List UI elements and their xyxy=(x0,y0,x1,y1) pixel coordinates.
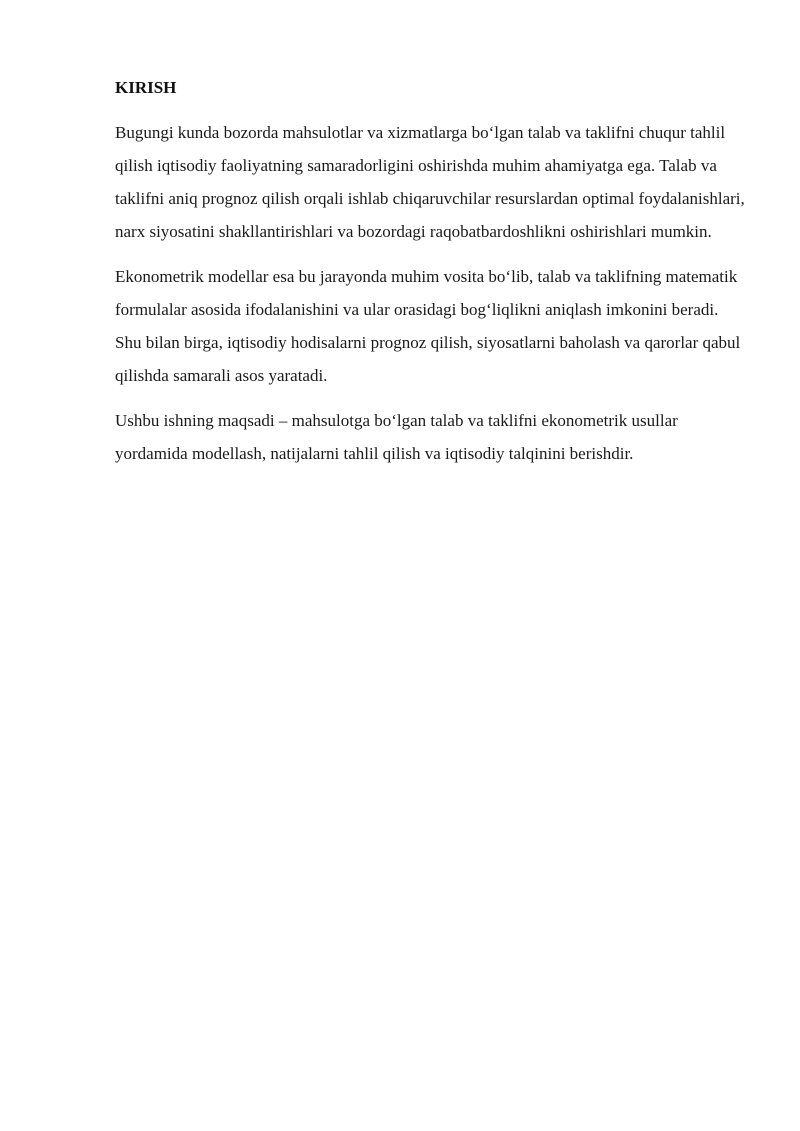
paragraph-3: Ushbu ishning maqsadi – mahsulotga bo‘lgan talab va taklifni ekonometrik usullar yordamida modellash, natijalarni tahlil qilish va iqtisodiy talqinini berishdir. xyxy=(115,411,678,463)
document-body xyxy=(115,74,745,482)
paragraph-2: Ekonometrik modellar esa bu jarayonda muhim vosita bo‘lib, talab va taklifning matematik formulalar asosida ifodalanishini va ular orasidagi bog‘liqlikni aniqlash imkonini beradi. Shu bilan birga, iqtisodiy hodisalarni prognoz qilish, siyosatlarni baholash va qarorlar qabul qilishda samarali asos yaratadi. xyxy=(115,267,741,385)
section-heading: KIRISH xyxy=(115,78,177,97)
paragraph-1: Bugungi kunda bozorda mahsulotlar va xizmatlarga bo‘lgan talab va taklifni chuqur tahlil qilish iqtisodiy faoliyatning samaradorligini oshirishda muhim ahamiyatga ega. Talab va taklifni aniq prognoz qilish orqali ishlab chiqaruvchilar resurslardan optimal foydalanishlari, narx siyosatini shakllantirishlari va bozordagi raqobatbardoshlikni oshirishlari mumkin. xyxy=(115,123,745,241)
